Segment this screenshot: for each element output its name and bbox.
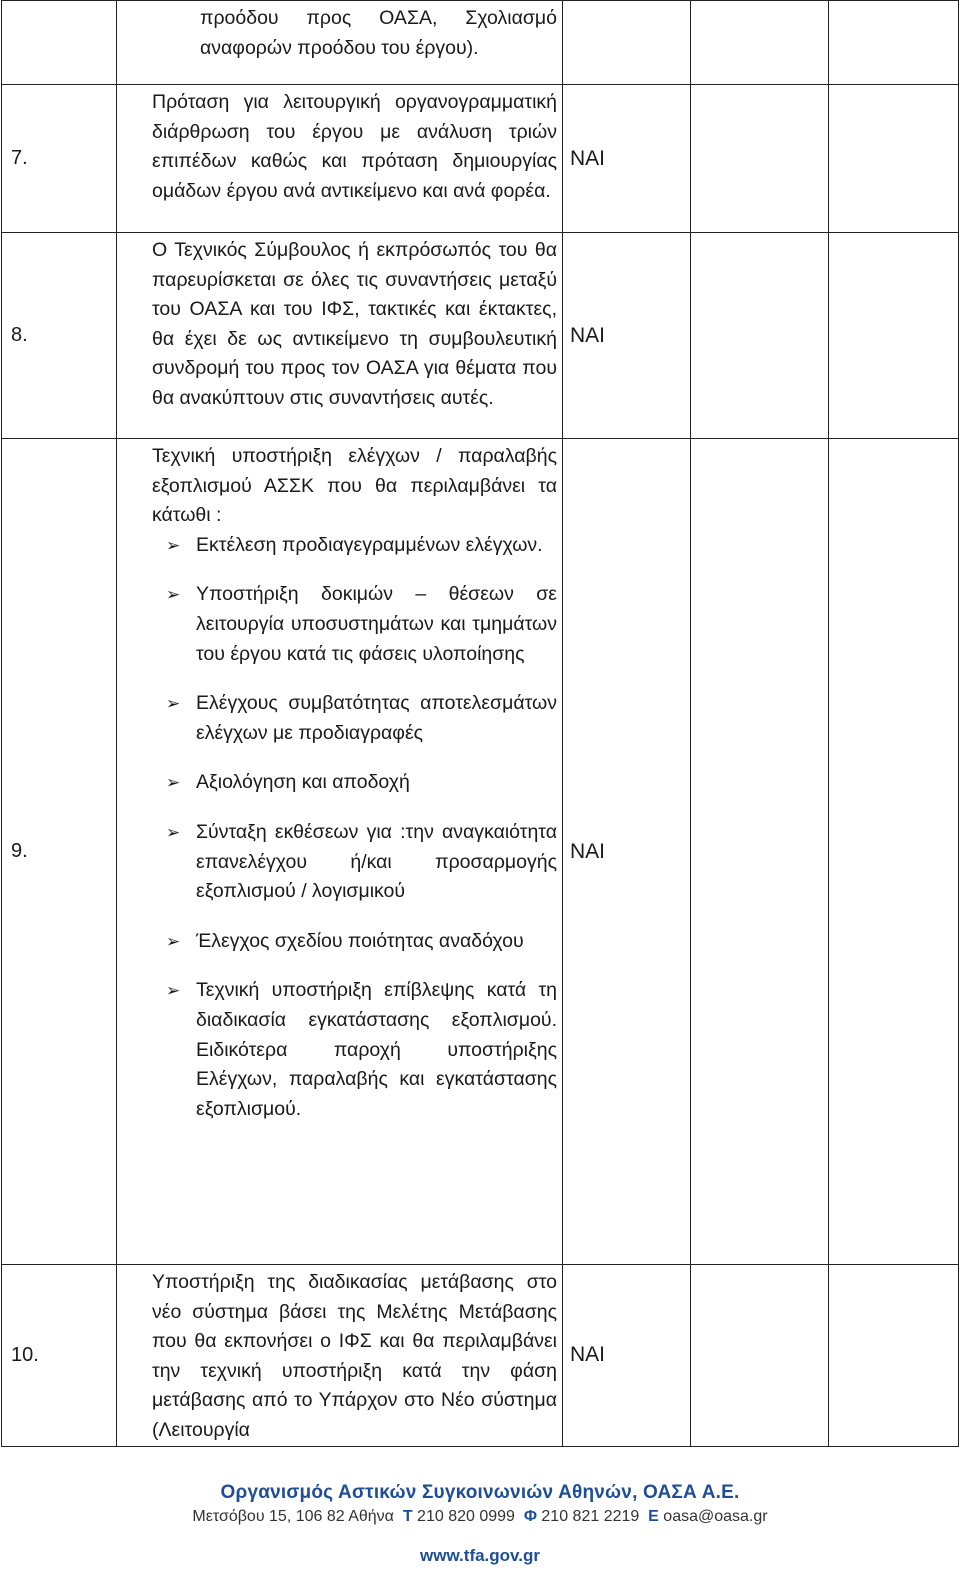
empty-cell [691, 439, 829, 1265]
empty-cell [691, 85, 829, 233]
phone-label: Τ [402, 1508, 413, 1525]
arrow-bullet-icon: ➢ [166, 822, 181, 842]
footer-fax: 210 821 2219 [541, 1508, 640, 1525]
empty-cell [691, 233, 829, 439]
arrow-bullet-icon: ➢ [166, 585, 181, 605]
row-number: 9. [2, 439, 117, 1265]
row-answer: ΝΑΙ [563, 85, 691, 233]
row-description: Υποστήριξη της διαδικασίας μετάβασης στο νέο σύστημα βάσει της Μελέτης Μετάβασης που θα εκπονήσει ο ΙΦΣ και θα περιλαμβάνει την τεχνική υποστήριξη κατά την φάση μετάβασης από το Υπάρχον στο Νέο σύστημα (Λειτουργία [117, 1265, 563, 1447]
empty-cell [691, 1265, 829, 1447]
row-number: 7. [2, 85, 117, 233]
row-description: Ο Τεχνικός Σύμβουλος ή εκπρόσωπός του θα παρευρίσκεται σε όλες τις συναντήσεις μεταξύ του ΟΑΣΑ και του ΙΦΣ, τακτικές και έκτακτες, θα έχει δε ως αντικείμενο τη συμβουλευτική συνδρομή του προς τον ΟΑΣΑ για θέματα που θα ανακύπτουν στις συναντήσεις αυτές. [117, 233, 563, 439]
arrow-bullet-icon: ➢ [166, 694, 181, 714]
row-description: Πρόταση για λειτουργική οργανογραμματική διάρθρωση του έργου με ανάλυση τριών επιπέδων καθώς και πρόταση δημιουργίας ομάδων έργου ανά αντικείμενο και ανά φορέα. [117, 85, 563, 233]
bullet-item: ➢ Εκτέλεση προδιαγεγραμμένων ελέγχων. [152, 531, 557, 561]
bullet-item: ➢ Αξιολόγηση και αποδοχή [152, 768, 557, 798]
row-description: Τεχνική υποστήριξη ελέγχων / παραλαβής εξοπλισμού ΑΣΣΚ που θα περιλαμβάνει τα κάτωθι : ➢ Εκτέλεση προδιαγεγραμμένων ελέγχων. ➢ Υποστήριξη δοκιμών – θέσεων σε λειτουργία υποσυστημάτων και τμημάτων του έργου κατά τις φάσεις υλοποίησης ➢ Ελέγχους συμβατότητας αποτελεσμάτων ελέγχων με προδιαγραφές ➢ Αξιολόγηση και αποδοχή ➢ Σύνταξη εκθέσεων για :την αναγκαιότητα επανελέγχου ή/και προσαρμογής εξοπλισμού / λογισμικού ➢ Έλεγχος σχεδίου ποιότητας αναδόχου ➢ Τεχνική υποστήριξη επίβλεψης κατά τη διαδικασία εγκατάστασης εξοπλισμού. Ειδικότερα παροχή υποστήριξης Ελέγχων, παραλαβής και εγκατάστασης εξοπλισμού. [117, 439, 563, 1265]
bullet-item: ➢ Ελέγχους συμβατότητας αποτελεσμάτων ελέγχων με προδιαγραφές [152, 689, 557, 748]
empty-cell [829, 233, 959, 439]
arrow-bullet-icon: ➢ [166, 773, 181, 793]
row-answer [563, 1, 691, 85]
footer-email: oasa@oasa.gr [663, 1508, 768, 1525]
requirements-table [1, 0, 959, 1447]
table-row [2, 1265, 959, 1447]
footer-contact [0, 1508, 960, 1526]
empty-cell [691, 1, 829, 85]
table-row [2, 233, 959, 439]
footer-website: www.tfa.gov.gr [420, 1546, 540, 1565]
row-number: 8. [2, 233, 117, 439]
footer-phone: 210 820 0999 [417, 1508, 515, 1525]
row-answer: ΝΑΙ [563, 439, 691, 1265]
bullet-item: ➢ Τεχνική υποστήριξη επίβλεψης κατά τη διαδικασία εγκατάστασης εξοπλισμού. Ειδικότερα παροχή υποστήριξης Ελέγχων, παραλαβής και εγκατάστασης εξοπλισμού. [152, 976, 557, 1124]
arrow-bullet-icon: ➢ [166, 931, 181, 951]
empty-cell [829, 1, 959, 85]
table-row [2, 439, 959, 1265]
bullet-item: ➢ Έλεγχος σχεδίου ποιότητας αναδόχου [152, 927, 557, 957]
footer-address: Μετσόβου 15, 106 82 Αθήνα [192, 1508, 394, 1525]
row-answer: ΝΑΙ [563, 1265, 691, 1447]
empty-cell [829, 1265, 959, 1447]
empty-cell [829, 85, 959, 233]
row-answer: ΝΑΙ [563, 233, 691, 439]
empty-cell [829, 439, 959, 1265]
fax-label: Φ [523, 1508, 537, 1525]
row-number [2, 1, 117, 85]
row-description: προόδου προς ΟΑΣΑ, Σχολιασμό αναφορών προόδου του έργου). [117, 1, 563, 85]
email-label: Ε [648, 1508, 659, 1525]
table-row [2, 85, 959, 233]
bullet-item: ➢ Σύνταξη εκθέσεων για :την αναγκαιότητα επανελέγχου ή/και προσαρμογής εξοπλισμού / λογισμικού [152, 818, 557, 907]
arrow-bullet-icon: ➢ [166, 981, 181, 1001]
arrow-bullet-icon: ➢ [166, 535, 181, 555]
table-row [2, 1, 959, 85]
bullet-item: ➢ Υποστήριξη δοκιμών – θέσεων σε λειτουργία υποσυστημάτων και τμημάτων του έργου κατά τις φάσεις υλοποίησης [152, 580, 557, 669]
footer-organization: Οργανισμός Αστικών Συγκοινωνιών Αθηνών, ΟΑΣΑ Α.Ε. [220, 1482, 740, 1503]
row-number: 10. [2, 1265, 117, 1447]
